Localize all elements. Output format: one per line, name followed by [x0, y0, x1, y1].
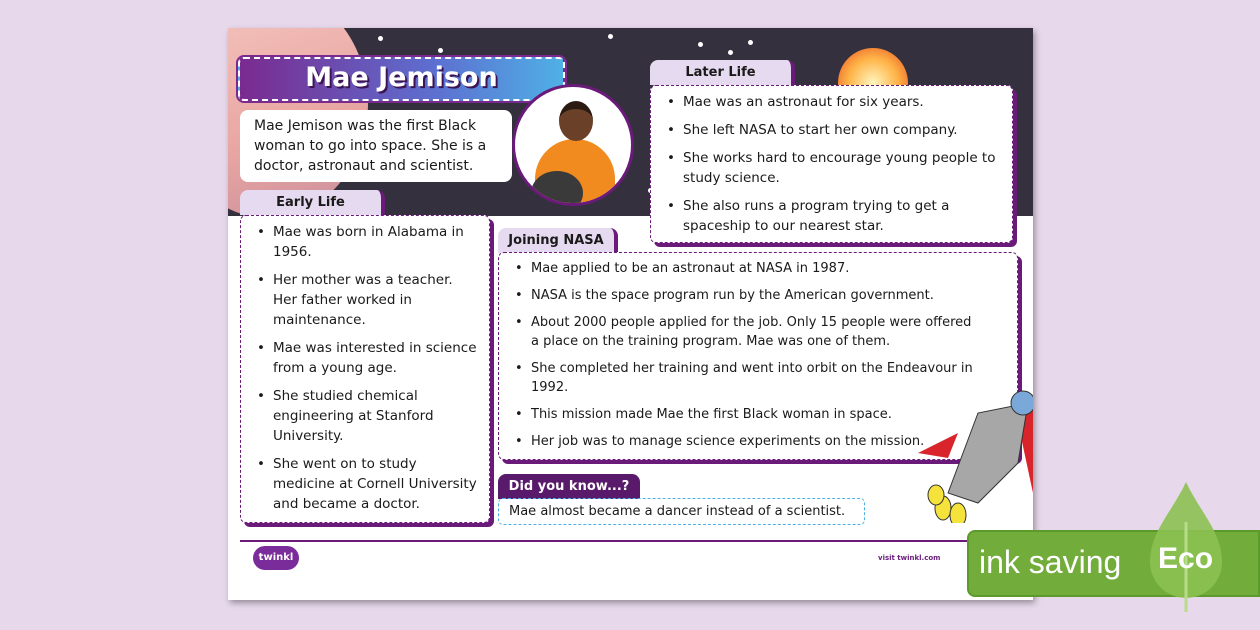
star — [728, 50, 733, 55]
visit-link[interactable]: visit twinkl.com — [878, 554, 941, 562]
star — [438, 48, 443, 53]
star — [608, 34, 613, 39]
poster — [228, 28, 1033, 600]
list-item: • About 2000 people applied for the job. Only 15 people were offered a place on the training program. Mae was one of them. — [513, 313, 977, 351]
later-life-box — [650, 85, 1013, 243]
star — [748, 40, 753, 45]
footer-divider — [240, 540, 1020, 542]
eco-badge: Eco — [1158, 542, 1214, 575]
rocket-illustration — [918, 383, 1033, 523]
star — [378, 36, 383, 41]
list-item: • She left NASA to start her own company. — [665, 120, 1002, 140]
joining-nasa-heading: Joining NASA — [498, 228, 618, 253]
list-item: • Mae was born in Alabama in 1956. — [255, 222, 479, 262]
list-item: • She completed her training and went into orbit on the Endeavour in 1992. — [513, 359, 977, 397]
early-life-box — [240, 215, 490, 523]
twinkl-logo: twinkl — [253, 546, 299, 570]
list-item: • She works hard to encourage young people to study science. — [665, 148, 1002, 188]
intro-text: Mae Jemison was the first Black woman to go into space. She is a doctor, astronaut and scientist. — [240, 110, 512, 182]
early-life-heading: Early Life — [240, 190, 385, 215]
astronaut-portrait — [512, 84, 634, 206]
list-item: • This mission made Mae the first Black woman in space. — [513, 405, 977, 424]
star — [698, 42, 703, 47]
page-title: Mae Jemison — [238, 57, 565, 101]
list-item: • Mae was an astronaut for six years. — [665, 92, 1002, 112]
list-item: • She went on to study medicine at Cornell University and became a doctor. — [255, 454, 479, 514]
list-item: • Her job was to manage science experiments on the mission. — [513, 432, 977, 451]
list-item: • Mae was interested in science from a young age. — [255, 338, 479, 378]
did-you-know-text: Mae almost became a dancer instead of a scientist. — [498, 498, 865, 525]
list-item: • She studied chemical engineering at Stanford University. — [255, 386, 479, 446]
list-item: • Mae applied to be an astronaut at NASA in 1987. — [513, 259, 977, 278]
did-you-know-heading: Did you know...? — [498, 474, 640, 499]
list-item: • Her mother was a teacher. Her father worked in maintenance. — [255, 270, 479, 330]
ink-saving-label: ink saving — [979, 544, 1122, 580]
list-item: • She also runs a program trying to get a spaceship to our nearest star. — [665, 196, 1002, 236]
later-life-heading: Later Life — [650, 60, 795, 85]
list-item: • NASA is the space program run by the American government. — [513, 286, 977, 305]
